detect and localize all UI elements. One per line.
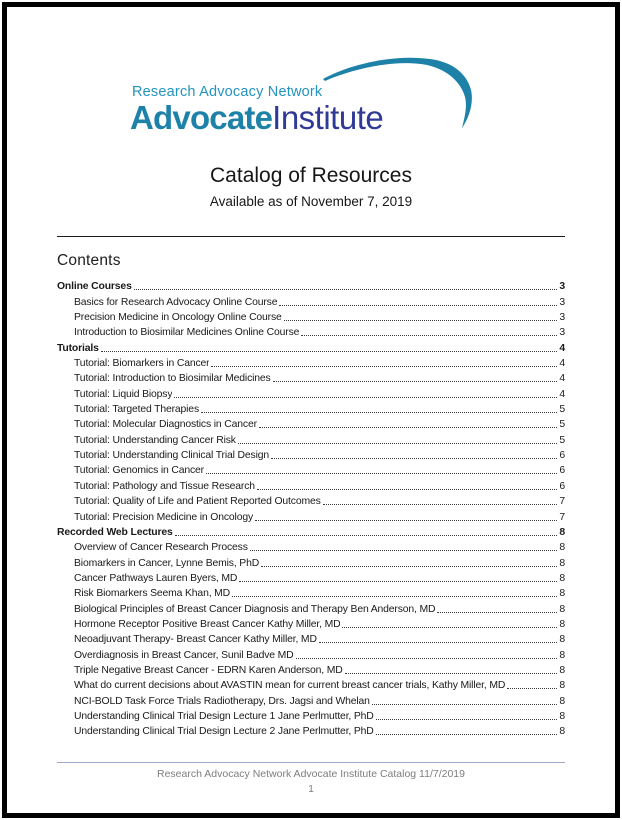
toc-entry-page: 8	[559, 649, 565, 661]
toc-entry[interactable]	[57, 554, 565, 569]
toc-entry[interactable]	[57, 723, 565, 738]
toc-leader-dots	[232, 596, 557, 597]
footer-text: Research Advocacy Network Advocate Institute Catalog 11/7/2019	[157, 768, 465, 780]
toc-leader-dots	[323, 504, 558, 505]
title-divider	[57, 236, 565, 237]
toc-entry-page: 8	[559, 603, 565, 615]
toc-leader-dots	[437, 612, 557, 613]
toc-entry-page: 8	[559, 526, 565, 538]
toc-leader-dots	[239, 581, 557, 582]
toc-entry-label: Tutorial: Understanding Cancer Risk	[74, 434, 236, 446]
toc-entry-label: Tutorials	[57, 342, 99, 354]
toc-entry[interactable]	[57, 662, 565, 677]
toc-leader-dots	[376, 734, 558, 735]
toc-entry[interactable]	[57, 493, 565, 508]
toc-entry[interactable]	[57, 355, 565, 370]
toc-leader-dots	[206, 473, 557, 474]
toc-entry-label: Tutorial: Biomarkers in Cancer	[74, 358, 210, 370]
toc-entry-page: 8	[559, 572, 565, 584]
contents-heading: Contents	[57, 252, 121, 269]
toc-leader-dots	[175, 535, 558, 536]
toc-leader-dots	[301, 335, 557, 336]
logo-institute-text: Institute	[272, 99, 384, 136]
toc-entry-page: 4	[559, 342, 565, 354]
toc-entry-label: Tutorial: Precision Medicine in Oncology	[74, 511, 253, 523]
table-of-contents	[57, 278, 565, 738]
toc-entry-page: 4	[559, 358, 565, 370]
toc-entry[interactable]	[57, 278, 565, 293]
toc-entry-page: 5	[559, 419, 565, 431]
toc-entry[interactable]	[57, 339, 565, 354]
toc-entry-page: 3	[559, 281, 565, 293]
toc-entry-page: 8	[559, 588, 565, 600]
toc-entry-page: 8	[559, 664, 565, 676]
toc-entry-label: Biomarkers in Cancer, Lynne Bemis, PhD	[74, 557, 260, 569]
toc-leader-dots	[271, 458, 557, 459]
toc-leader-dots	[284, 320, 558, 321]
toc-entry-label: What do current decisions about AVASTIN mean for current breast cancer trials, Kathy Miller, MD	[74, 680, 506, 692]
footer-divider	[57, 762, 565, 763]
toc-entry[interactable]	[57, 401, 565, 416]
toc-leader-dots	[372, 704, 558, 705]
toc-entry-label: Risk Biomarkers Seema Khan, MD	[74, 588, 231, 600]
toc-entry[interactable]	[57, 646, 565, 661]
toc-entry-page: 3	[559, 327, 565, 339]
toc-leader-dots	[255, 520, 557, 521]
toc-leader-dots	[238, 443, 558, 444]
toc-entry-page: 4	[559, 373, 565, 385]
toc-entry-label: Tutorial: Molecular Diagnostics in Cancer	[74, 419, 257, 431]
toc-entry-label: Triple Negative Breast Cancer - EDRN Karen Anderson, MD	[74, 664, 343, 676]
toc-entry[interactable]	[57, 677, 565, 692]
toc-leader-dots	[201, 412, 557, 413]
toc-entry-label: Hormone Receptor Positive Breast Cancer Kathy Miller, MD	[74, 618, 341, 630]
toc-leader-dots	[296, 658, 558, 659]
toc-entry-page: 8	[559, 695, 565, 707]
toc-leader-dots	[376, 719, 558, 720]
toc-entry[interactable]	[57, 385, 565, 400]
toc-leader-dots	[134, 289, 558, 290]
toc-leader-dots	[273, 381, 558, 382]
toc-leader-dots	[319, 642, 558, 643]
toc-entry-label: Overdiagnosis in Breast Cancer, Sunil Badve MD	[74, 649, 294, 661]
toc-leader-dots	[342, 627, 557, 628]
toc-leader-dots	[259, 427, 557, 428]
toc-entry[interactable]	[57, 416, 565, 431]
toc-leader-dots	[279, 305, 557, 306]
toc-entry-page: 8	[559, 542, 565, 554]
advocate-institute-logo	[130, 57, 500, 145]
toc-entry[interactable]	[57, 293, 565, 308]
toc-entry-label: Recorded Web Lectures	[57, 526, 173, 538]
toc-entry-page: 3	[559, 312, 565, 324]
toc-entry-label: Tutorial: Introduction to Biosimilar Medicines	[74, 373, 271, 385]
toc-entry-label: Neoadjuvant Therapy- Breast Cancer Kathy Miller, MD	[74, 634, 317, 646]
toc-entry-page: 3	[559, 296, 565, 308]
footer-page-number: 1	[308, 783, 314, 795]
page-subtitle: Available as of November 7, 2019	[209, 194, 413, 209]
toc-entry-label: Precision Medicine in Oncology Online Course	[74, 312, 282, 324]
toc-entry-label: Cancer Pathways Lauren Byers, MD	[74, 572, 238, 584]
toc-entry-page: 8	[559, 680, 565, 692]
toc-entry[interactable]	[57, 324, 565, 339]
toc-leader-dots	[507, 688, 557, 689]
toc-leader-dots	[174, 397, 557, 398]
toc-entry-page: 6	[559, 465, 565, 477]
toc-entry-label: Tutorial: Quality of Life and Patient Reported Outcomes	[74, 496, 321, 508]
page-footer	[57, 762, 565, 795]
toc-leader-dots	[261, 566, 557, 567]
logo-advocate-text: Advocate	[130, 99, 273, 136]
toc-entry[interactable]	[57, 692, 565, 707]
toc-entry-page: 5	[559, 434, 565, 446]
toc-entry-label: Online Courses	[57, 281, 132, 293]
toc-entry-label: Tutorial: Liquid Biopsy	[74, 388, 173, 400]
toc-entry[interactable]	[57, 431, 565, 446]
toc-entry[interactable]	[57, 708, 565, 723]
toc-entry-page: 8	[559, 634, 565, 646]
toc-entry[interactable]	[57, 447, 565, 462]
logo-network-text: Research Advocacy Network	[132, 84, 323, 100]
toc-entry-page: 6	[559, 450, 565, 462]
toc-entry[interactable]	[57, 585, 565, 600]
page-title: Catalog of Resources	[210, 164, 412, 187]
toc-entry[interactable]	[57, 631, 565, 646]
toc-entry-label: Overview of Cancer Research Process	[74, 542, 248, 554]
toc-entry-label: Tutorial: Pathology and Tissue Research	[74, 480, 255, 492]
logo-wordmark	[130, 101, 383, 134]
toc-leader-dots	[101, 351, 558, 352]
toc-entry[interactable]	[57, 616, 565, 631]
toc-entry[interactable]	[57, 508, 565, 523]
toc-entry-page: 8	[559, 557, 565, 569]
toc-leader-dots	[345, 673, 558, 674]
toc-entry[interactable]	[57, 477, 565, 492]
toc-entry-page: 4	[559, 388, 565, 400]
toc-entry[interactable]	[57, 539, 565, 554]
toc-entry[interactable]	[57, 600, 565, 615]
toc-entry-label: NCI-BOLD Task Force Trials Radiotherapy, Drs. Jagsi and Whelan	[74, 695, 370, 707]
toc-entry-page: 8	[559, 618, 565, 630]
document-page	[2, 2, 620, 818]
toc-leader-dots	[257, 489, 557, 490]
toc-leader-dots	[250, 550, 558, 551]
toc-entry-page: 5	[559, 404, 565, 416]
toc-entry-page: 7	[559, 511, 565, 523]
toc-entry-page: 7	[559, 496, 565, 508]
toc-entry[interactable]	[57, 370, 565, 385]
toc-entry[interactable]	[57, 309, 565, 324]
toc-entry-page: 6	[559, 480, 565, 492]
toc-entry[interactable]	[57, 570, 565, 585]
toc-entry-label: Basics for Research Advocacy Online Course	[74, 296, 278, 308]
toc-entry-label: Tutorial: Understanding Clinical Trial Design	[74, 450, 269, 462]
toc-entry-label: Biological Principles of Breast Cancer Diagnosis and Therapy Ben Anderson, MD	[74, 603, 436, 615]
toc-entry-label: Tutorial: Genomics in Cancer	[74, 465, 204, 477]
toc-entry-label: Tutorial: Targeted Therapies	[74, 404, 199, 416]
toc-entry[interactable]	[57, 462, 565, 477]
toc-entry-label: Introduction to Biosimilar Medicines Online Course	[74, 327, 300, 339]
toc-entry[interactable]	[57, 524, 565, 539]
toc-entry-label: Understanding Clinical Trial Design Lecture 1 Jane Perlmutter, PhD	[74, 710, 374, 722]
toc-leader-dots	[211, 366, 557, 367]
toc-entry-page: 8	[559, 710, 565, 722]
toc-entry-label: Understanding Clinical Trial Design Lecture 2 Jane Perlmutter, PhD	[74, 726, 374, 738]
toc-entry-page: 8	[559, 726, 565, 738]
